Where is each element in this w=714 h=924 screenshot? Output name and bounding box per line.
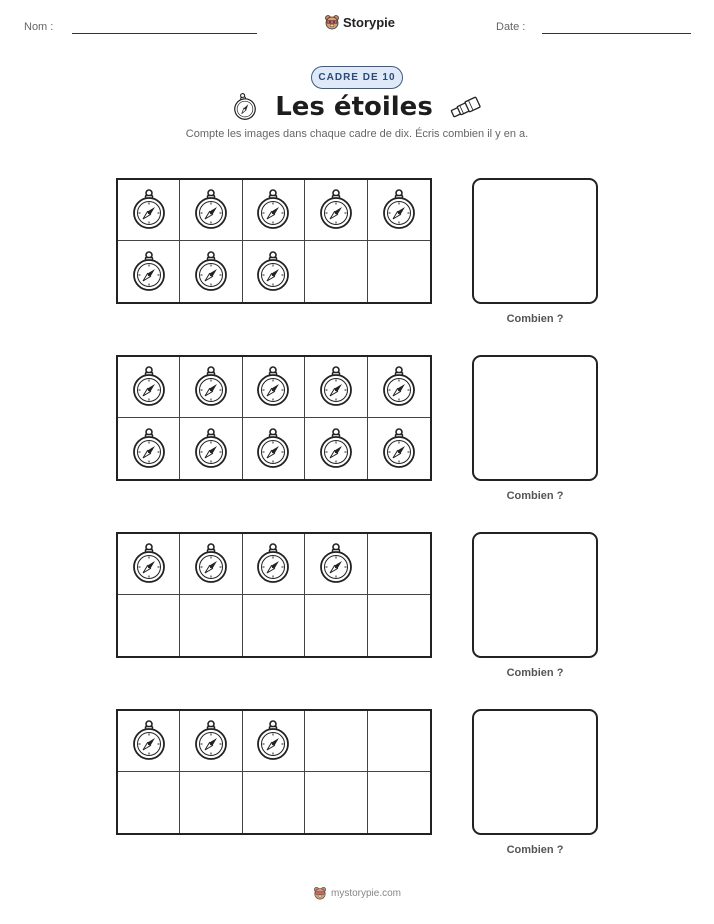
ten-frame-cell xyxy=(368,772,430,833)
ten-frame-cell xyxy=(368,711,430,772)
ten-frame-4 xyxy=(116,709,432,835)
ten-frame-cell xyxy=(180,180,242,241)
compass-icon xyxy=(316,365,356,409)
ten-frame-cell xyxy=(180,357,242,418)
ten-frame-cell xyxy=(180,711,242,772)
compass-icon xyxy=(253,365,293,409)
answer-box-1[interactable] xyxy=(472,178,598,304)
compass-icon xyxy=(129,365,169,409)
ten-frame-cell xyxy=(180,772,242,833)
compass-icon xyxy=(379,188,419,232)
name-label: Nom : xyxy=(24,21,54,33)
ten-frame-cell xyxy=(368,418,430,479)
brand-logo xyxy=(324,14,395,30)
date-line[interactable] xyxy=(542,33,691,34)
ten-frame-cell xyxy=(243,241,305,302)
compass-icon xyxy=(253,188,293,232)
answer-label-4: Combien ? xyxy=(506,844,564,856)
ten-frame-cell xyxy=(305,595,367,656)
compass-icon xyxy=(253,719,293,763)
compass-icon xyxy=(253,250,293,294)
ten-frame-cell xyxy=(305,534,367,595)
ten-frame-cell xyxy=(118,241,180,302)
compass-icon xyxy=(129,250,169,294)
footer-url: mystorypie.com xyxy=(330,887,401,899)
ten-frame-cell xyxy=(243,595,305,656)
ten-frame-3 xyxy=(116,532,432,658)
ten-frame-cell xyxy=(118,418,180,479)
ten-frame-cell xyxy=(305,241,367,302)
compass-icon xyxy=(231,92,259,122)
ten-frame-cell xyxy=(305,711,367,772)
name-line[interactable] xyxy=(72,33,257,34)
answer-box-2[interactable] xyxy=(472,355,598,481)
ten-frame-cell xyxy=(180,418,242,479)
answer-box-4[interactable] xyxy=(472,709,598,835)
ten-frame-cell xyxy=(305,180,367,241)
compass-icon xyxy=(129,188,169,232)
ten-frame-cell xyxy=(368,180,430,241)
title-row xyxy=(0,92,714,122)
worksheet-badge: CADRE DE 10 xyxy=(311,66,403,89)
ten-frame-cell xyxy=(368,534,430,595)
ten-frame-cell xyxy=(243,711,305,772)
compass-icon xyxy=(191,719,231,763)
answer-box-3[interactable] xyxy=(472,532,598,658)
ten-frame-cell xyxy=(180,241,242,302)
brand-name: Storypie xyxy=(343,14,396,30)
answer-label-3: Combien ? xyxy=(506,667,564,679)
compass-icon xyxy=(191,250,231,294)
ten-frame-cell xyxy=(243,772,305,833)
ten-frame-cell xyxy=(305,772,367,833)
ten-frame-cell xyxy=(243,418,305,479)
compass-icon xyxy=(379,365,419,409)
ten-frame-cell xyxy=(368,357,430,418)
ten-frame-cell xyxy=(118,772,180,833)
compass-icon xyxy=(191,188,231,232)
ten-frame-1 xyxy=(116,178,432,304)
page-title: Les étoiles xyxy=(275,92,433,122)
ten-frame-cell xyxy=(305,418,367,479)
compass-icon xyxy=(191,365,231,409)
compass-icon xyxy=(253,542,293,586)
compass-icon xyxy=(316,542,356,586)
date-label: Date : xyxy=(496,21,526,33)
ten-frame-cell xyxy=(118,711,180,772)
compass-icon xyxy=(191,427,231,471)
telescope-icon xyxy=(449,94,483,120)
compass-icon xyxy=(316,188,356,232)
answer-label-1: Combien ? xyxy=(506,313,564,325)
ten-frame-cell xyxy=(118,534,180,595)
compass-icon xyxy=(129,427,169,471)
compass-icon xyxy=(379,427,419,471)
ten-frame-cell xyxy=(118,595,180,656)
compass-icon xyxy=(129,542,169,586)
bear-mascot-icon xyxy=(313,886,327,900)
ten-frame-cell xyxy=(118,180,180,241)
compass-icon xyxy=(253,427,293,471)
ten-frame-cell xyxy=(243,357,305,418)
ten-frame-2 xyxy=(116,355,432,481)
ten-frame-cell xyxy=(368,595,430,656)
ten-frame-cell xyxy=(368,241,430,302)
ten-frame-cell xyxy=(243,180,305,241)
compass-icon xyxy=(129,719,169,763)
answer-label-2: Combien ? xyxy=(506,490,564,502)
compass-icon xyxy=(191,542,231,586)
footer xyxy=(0,886,714,900)
instructions: Compte les images dans chaque cadre de dix. Écris combien il y en a. xyxy=(185,128,529,140)
bear-mascot-icon xyxy=(324,14,340,30)
ten-frame-cell xyxy=(180,534,242,595)
ten-frame-cell xyxy=(118,357,180,418)
ten-frame-cell xyxy=(305,357,367,418)
ten-frame-cell xyxy=(180,595,242,656)
ten-frame-cell xyxy=(243,534,305,595)
compass-icon xyxy=(316,427,356,471)
